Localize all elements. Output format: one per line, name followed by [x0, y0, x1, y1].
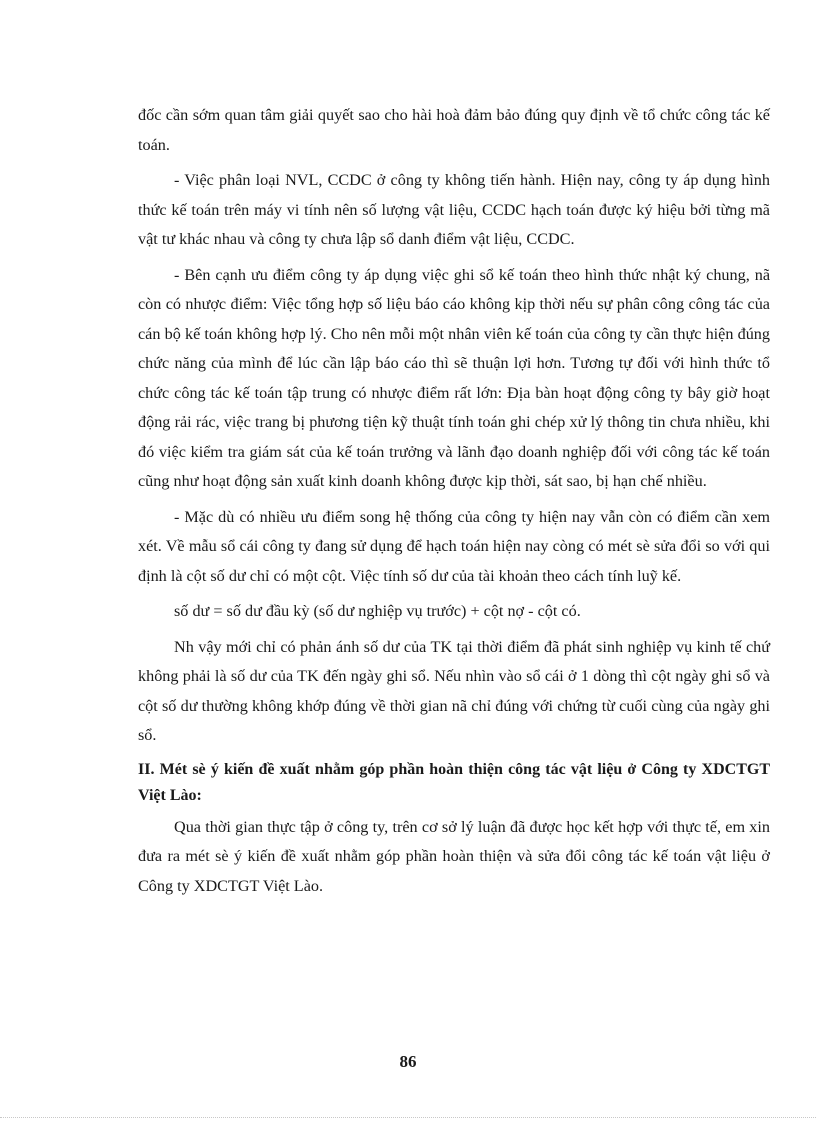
paragraph-closing: Qua thời gian thực tập ở công ty, trên cơ sở lý luận đã được học kết hợp với thực tế, em xin đưa ra mét sè ý kiến đề xuất nhằm góp phần hoàn thiện và sửa đổi công tác kế toán vật liệu ở Công ty XDCTGT Việt Lào. [138, 817, 770, 895]
balance-formula: số dư = số dư đầu kỳ (số dư nghiệp vụ trước) + cột nợ - cột có. [174, 602, 581, 620]
paragraph-balance-note: Nh vậy mới chỉ có phản ánh số dư của TK tại thời điểm đã phát sinh nghiệp vụ kinh tế chứ không phải là số dư của TK đến ngày ghi sổ. Nếu nhìn vào sổ cái ở 1 dòng thì cột ngày ghi sổ và cột số dư thường không khớp đúng về thời gian nã chỉ đúng với chứng từ cuối cùng của ngày ghi sổ. [138, 637, 770, 744]
body-text [138, 101, 770, 907]
page-number: 86 [399, 1052, 417, 1071]
paragraph-ledger: - Mặc dù có nhiều ưu điểm song hệ thống của công ty hiện nay vẫn còn có điểm cần xem xét. Về mẫu sổ cái công ty đang sử dụng để hạch toán hiện nay còng có mét sè sửa đổi so với qui định là cột số dư chỉ có một cột. Việc tính số dư của tài khoản theo cách tính luỹ kế. [138, 507, 770, 585]
paragraph-classification: - Việc phân loại NVL, CCDC ở công ty không tiến hành. Hiện nay, công ty áp dụng hình thức kế toán trên máy vi tính nên số lượng vật liệu, CCDC hạch toán được ký hiệu bởi từng mã vật tư khác nhau và công ty chưa lập sổ danh điểm vật liệu, CCDC. [138, 171, 770, 248]
section-heading: II. Mét sè ý kiến đề xuất nhằm góp phần hoàn thiện công tác vật liệu ở Công ty XDCTGT Việt Lào: [138, 760, 770, 804]
paragraph-continuation: đốc cần sớm quan tâm giải quyết sao cho hài hoà đảm bảo đúng quy định về tổ chức công tác kế toán. [138, 106, 770, 154]
paragraph-journal-form: - Bên cạnh ưu điểm công ty áp dụng việc ghi sổ kế toán theo hình thức nhật ký chung, nã còn có nhược điểm: Việc tổng hợp số liệu báo cáo không kịp thời nếu sự phân công công tác của cán bộ kế toán không hợp lý. Cho nên mỗi một nhân viên kế toán của công ty cần thực hiện đúng chức năng của mình để lúc cần lập báo cáo thì sẽ thuận lợi hơn. Tương tự đối với hình thức tổ chức công tác kế toán tập trung có nhược điểm rất lớn: Địa bàn hoạt động công ty bây giờ hoạt động rải rác, việc trang bị phương tiện kỹ thuật tính toán ghi chép xử lý thông tin chưa nhiều, khi đó việc kiểm tra giám sát của kế toán trưởng và lãnh đạo doanh nghiệp đối với công tác kế toán cũng như hoạt động sản xuất kinh doanh không được kịp thời, sát sao, bị hạn chế nhiều. [138, 265, 770, 490]
bottom-divider [0, 1117, 816, 1118]
